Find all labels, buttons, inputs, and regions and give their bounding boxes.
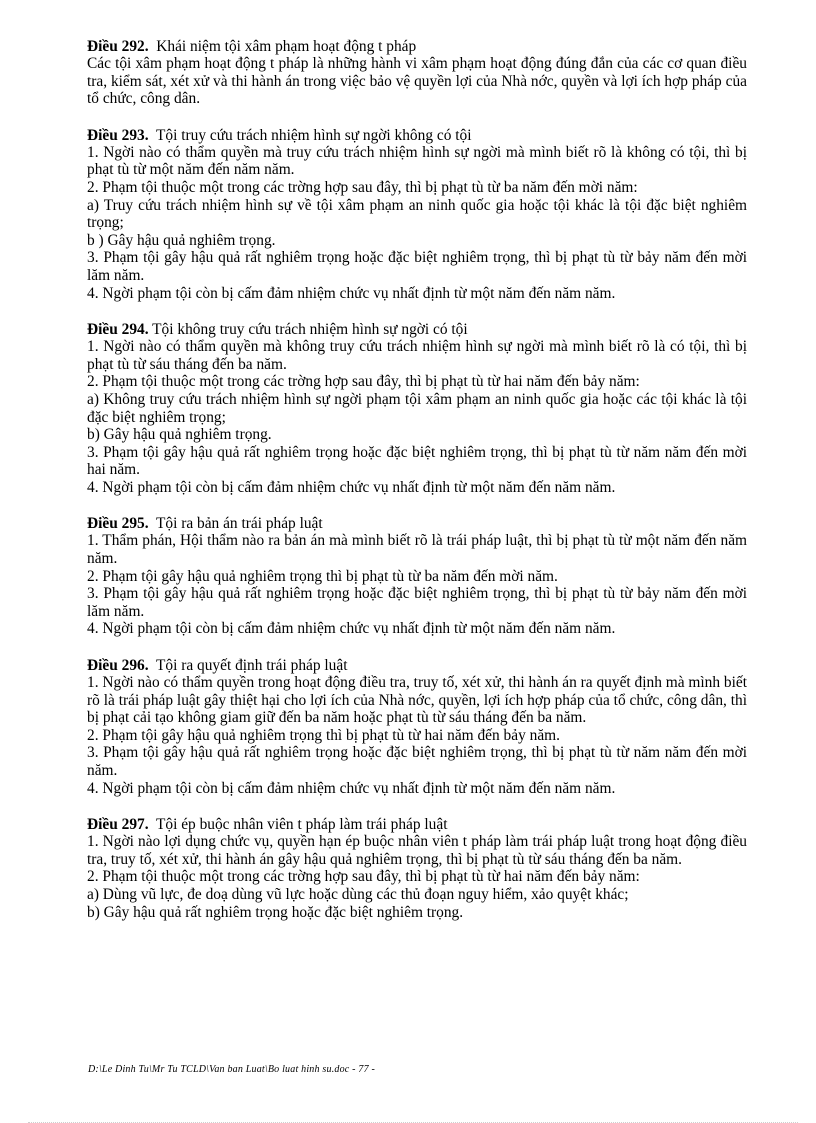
- article-heading: [87, 515, 747, 532]
- article-292: [87, 38, 747, 108]
- article-heading: [87, 38, 747, 55]
- paragraph: 4. Ngời phạm tội còn bị cấm đảm nhiệm chức vụ nhất định từ một năm đến năm năm.: [87, 620, 616, 638]
- article-293: [87, 127, 747, 302]
- paragraph: 2. Phạm tội gây hậu quả nghiêm trọng thì bị phạt tù từ hai năm đến bảy năm.: [87, 726, 560, 744]
- article-295: [87, 515, 747, 638]
- paragraph: 2. Phạm tội thuộc một trong các trờng hợp sau đây, thì bị phạt tù từ ba năm đến mời năm:: [87, 178, 638, 196]
- paragraph: 1. Thẩm phán, Hội thẩm nào ra bản án mà mình biết rõ là trái pháp luật, thì bị phạt tù từ một năm đến năm năm.: [87, 532, 747, 568]
- document-body: [87, 38, 747, 940]
- paragraph: b) Gây hậu quả rất nghiêm trọng hoặc đặc biệt nghiêm trọng.: [87, 903, 464, 921]
- paragraph: 3. Phạm tội gây hậu quả rất nghiêm trọng hoặc đặc biệt nghiêm trọng, thì bị phạt tù từ bảy năm đến mời lăm năm.: [87, 585, 747, 620]
- paragraph: 1. Ngời nào có thẩm quyền mà không truy cứu trách nhiệm hình sự ngời mà mình biết rõ là có tội, thì bị phạt tù từ sáu tháng đến ba năm.: [87, 338, 747, 373]
- paragraph: 4. Ngời phạm tội còn bị cấm đảm nhiệm chức vụ nhất định từ một năm đến năm năm.: [87, 779, 616, 797]
- article-297: [87, 816, 747, 921]
- paragraph: 3. Phạm tội gây hậu quả rất nghiêm trọng hoặc đặc biệt nghiêm trọng, thì bị phạt tù từ năm năm đến mời hai năm.: [87, 443, 747, 479]
- paragraph: 1. Ngời nào lợi dụng chức vụ, quyền hạn ép buộc nhân viên t pháp làm trái pháp luật trong hoạt động điều tra, truy tố, xét xử, thi hành án gây hậu quả nghiêm trọng, thì bị phạt tù từ sáu tháng đến ba năm.: [87, 833, 747, 868]
- paragraph: 3. Phạm tội gây hậu quả rất nghiêm trọng hoặc đặc biệt nghiêm trọng, thì bị phạt tù từ năm năm đến mời năm.: [87, 744, 747, 779]
- article-heading: [87, 657, 747, 674]
- article-number: Điều 295.: [87, 515, 149, 533]
- paragraph: 2. Phạm tội thuộc một trong các trờng hợp sau đây, thì bị phạt tù từ hai năm đến bảy năm:: [87, 868, 640, 886]
- article-heading: [87, 127, 747, 144]
- article-title: Tội ép buộc nhân viên t pháp làm trái pháp luật: [156, 816, 448, 834]
- article-number: Điều 292.: [87, 38, 149, 55]
- paragraph: 4. Ngời phạm tội còn bị cấm đảm nhiệm chức vụ nhất định từ một năm đến năm năm.: [87, 478, 616, 496]
- article-294: [87, 321, 747, 496]
- paragraph: 2. Phạm tội gây hậu quả nghiêm trọng thì bị phạt tù từ ba năm đến mời năm.: [87, 567, 558, 585]
- paragraph: 1. Ngời nào có thẩm quyền trong hoạt động điều tra, truy tố, xét xử, thi hành án ra quyết định mà mình biết rõ là trái pháp luật gây thiệt hại cho lợi ích của Nhà nớc, quyền, lợi ích hợp pháp của tổ chức, công dân, thì bị phạt cải tạo không giam giữ đến ba năm hoặc phạt tù từ sáu tháng đến ba năm.: [87, 674, 747, 727]
- paragraph: b) Gây hậu quả nghiêm trọng.: [87, 426, 272, 444]
- paragraph: 2. Phạm tội thuộc một trong các trờng hợp sau đây, thì bị phạt tù từ hai năm đến bảy năm:: [87, 373, 640, 391]
- article-number: Điều 297.: [87, 816, 149, 834]
- article-heading: [87, 816, 747, 833]
- paragraph: b ) Gây hậu quả nghiêm trọng.: [87, 231, 276, 249]
- page-footer: D:\Le Dinh Tu\Mr Tu TCLD\Van ban Luat\Bo luat hinh su.doc - 77 -: [88, 1064, 375, 1075]
- article-title: Tội ra bản án trái pháp luật: [156, 515, 323, 533]
- paragraph: a) Không truy cứu trách nhiệm hình sự ngời phạm tội xâm phạm an ninh quốc gia hoặc các tội khác là tội đặc biệt nghiêm trọng;: [87, 390, 747, 426]
- article-title: Khái niệm tội xâm phạm hoạt động t pháp: [156, 38, 417, 55]
- paragraph: 3. Phạm tội gây hậu quả rất nghiêm trọng hoặc đặc biệt nghiêm trọng, thì bị phạt tù từ bảy năm đến mời lăm năm.: [87, 249, 747, 284]
- paragraph: a) Dùng vũ lực, đe doạ dùng vũ lực hoặc dùng các thủ đoạn nguy hiểm, xảo quyệt khác;: [87, 885, 629, 903]
- article-296: [87, 657, 747, 797]
- article-title: Tội truy cứu trách nhiệm hình sự ngời không có tội: [156, 126, 472, 144]
- paragraph: a) Truy cứu trách nhiệm hình sự về tội xâm phạm an ninh quốc gia hoặc tội khác là tội đặc biệt nghiêm trọng;: [87, 196, 747, 232]
- paragraph: 1. Ngời nào có thẩm quyền mà truy cứu trách nhiệm hình sự ngời mà mình biết rõ là không có tội, thì bị phạt tù từ một năm đến năm năm.: [87, 143, 747, 179]
- article-number: Điều 296.: [87, 657, 149, 675]
- article-title: Tội ra quyết định trái pháp luật: [156, 657, 348, 675]
- article-number: Điều 294.: [87, 321, 149, 339]
- article-title: Tội không truy cứu trách nhiệm hình sự ngời có tội: [152, 321, 468, 339]
- paragraph: 4. Ngời phạm tội còn bị cấm đảm nhiệm chức vụ nhất định từ một năm đến năm năm.: [87, 284, 616, 302]
- article-number: Điều 293.: [87, 126, 149, 144]
- article-heading: [87, 321, 747, 338]
- paragraph: Các tội xâm phạm hoạt động t pháp là những hành vi xâm phạm hoạt động đúng đắn của các cơ quan điều tra, kiểm sát, xét xử và thi hành án trong việc bảo vệ quyền lợi của Nhà nớc, quyền và lợi ích hợp pháp của tổ chức, công dân.: [87, 55, 747, 108]
